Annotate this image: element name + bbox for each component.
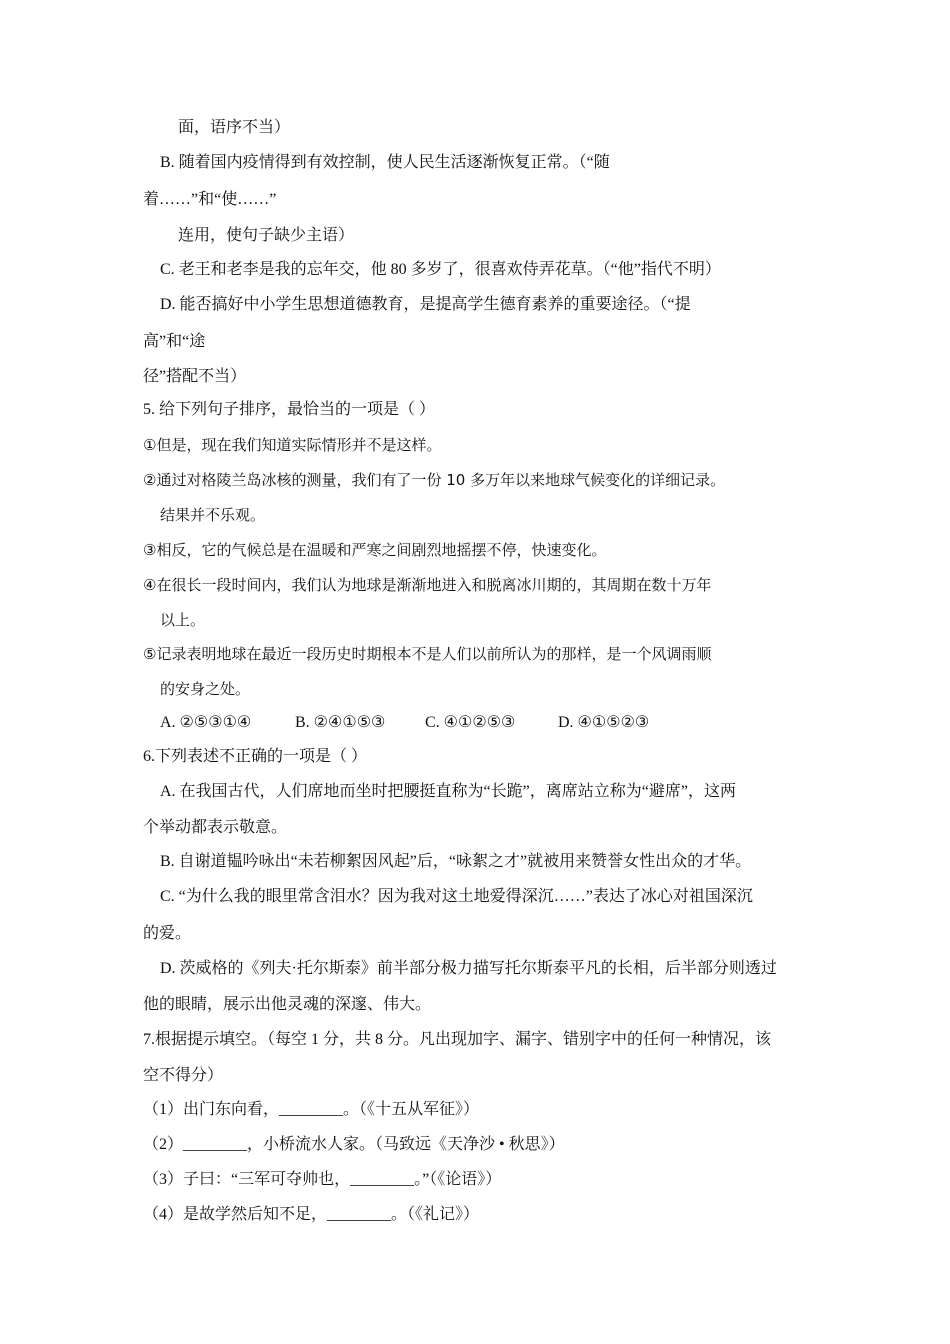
- q5-sentence-5-line1: ⑤记录表明地球在最近一段历史时期根本不是人们以前所认为的那样，是一个风调雨顺: [143, 645, 712, 663]
- q4-option-b-line1: B. 随着国内疫情得到有效控制，使人民生活逐渐恢复正常。（“随: [160, 154, 610, 171]
- q5-sentence-4-line1: ④在很长一段时间内，我们认为地球是渐渐地进入和脱离冰川期的，其周期在数十万年: [143, 576, 712, 594]
- q5-option-b: B. ②④①⑤③: [295, 714, 386, 731]
- q5-sentence-1: ①但是，现在我们知道实际情形并不是这样。: [143, 436, 442, 454]
- q7-item-2: （2）________，小桥流水人家。（马致远《天净沙 • 秋思》）: [143, 1136, 565, 1153]
- q5-stem: 5. 给下列句子排序，最恰当的一项是（ ）: [143, 401, 436, 418]
- q7-item-1: （1）出门东向看，________。（《十五从军征》）: [143, 1101, 480, 1118]
- q5-option-a: A. ②⑤③①④: [160, 714, 252, 731]
- q7-item-3: （3）子曰：“三军可夺帅也，________。”（《论语》）: [143, 1171, 502, 1188]
- q6-option-d-line1: D. 茨威格的《列夫·托尔斯泰》前半部分极力描写托尔斯泰平凡的长相，后半部分则透过: [160, 960, 777, 977]
- q6-option-b: B. 自谢道韫吟咏出“未若柳絮因风起”后，“咏絮之才”就被用来赞誉女性出众的才华。: [160, 853, 752, 870]
- q6-option-c-line1: C. “为什么我的眼里常含泪水？因为我对这土地爱得深沉……”表达了冰心对祖国深沉: [160, 888, 753, 905]
- q6-option-d-line2: 他的眼睛，展示出他灵魂的深邃、伟大。: [143, 996, 432, 1013]
- q5-sentence-5-line2: 的安身之处。: [160, 680, 251, 698]
- q6-option-a-line1: A. 在我国古代，人们席地而坐时把腰挺直称为“长跪”，离席站立称为“避席”，这两: [160, 783, 736, 800]
- q7-stem-line2: 空不得分）: [143, 1067, 224, 1084]
- q5-option-d: D. ④①⑤②③: [558, 714, 650, 731]
- q4-option-b-line3: 连用，使句子缺少主语）: [178, 227, 355, 244]
- q6-option-c-line2: 的爱。: [143, 925, 192, 942]
- q4-option-d-line2: 高”和“途: [143, 333, 206, 350]
- q7-stem-line1: 7.根据提示填空。（每空 1 分，共 8 分。凡出现加字、漏字、错别字中的任何一种情况，该: [143, 1031, 772, 1048]
- q5-sentence-2-line2: 结果并不乐观。: [160, 506, 266, 524]
- q4-option-b-line2: 着……”和“使……”: [143, 191, 277, 208]
- q5-sentence-3: ③相反，它的气候总是在温暖和严寒之间剧烈地摇摆不停，快速变化。: [143, 541, 607, 559]
- q4-a-continuation: 面，语序不当）: [178, 119, 291, 136]
- q4-option-c: C. 老王和老李是我的忘年交，他 80 多岁了，很喜欢侍弄花草。（“他”指代不明）: [160, 261, 721, 278]
- q4-option-d-line1: D. 能否搞好中小学生思想道德教育，是提高学生德育素养的重要途径。（“提: [160, 296, 691, 313]
- q6-option-a-line2: 个举动都表示敬意。: [143, 819, 288, 836]
- q6-stem: 6.下列表述不正确的一项是（ ）: [143, 748, 368, 765]
- q5-sentence-4-line2: 以上。: [160, 611, 206, 629]
- q7-item-4: （4）是故学然后知不足，________。（《礼记》）: [143, 1206, 480, 1223]
- q4-option-d-line3: 径”搭配不当）: [143, 368, 247, 385]
- q5-option-c: C. ④①②⑤③: [425, 714, 516, 731]
- q5-sentence-2-line1: ②通过对格陵兰岛冰核的测量，我们有了一份 10 多万年以来地球气候变化的详细记录。: [143, 471, 726, 489]
